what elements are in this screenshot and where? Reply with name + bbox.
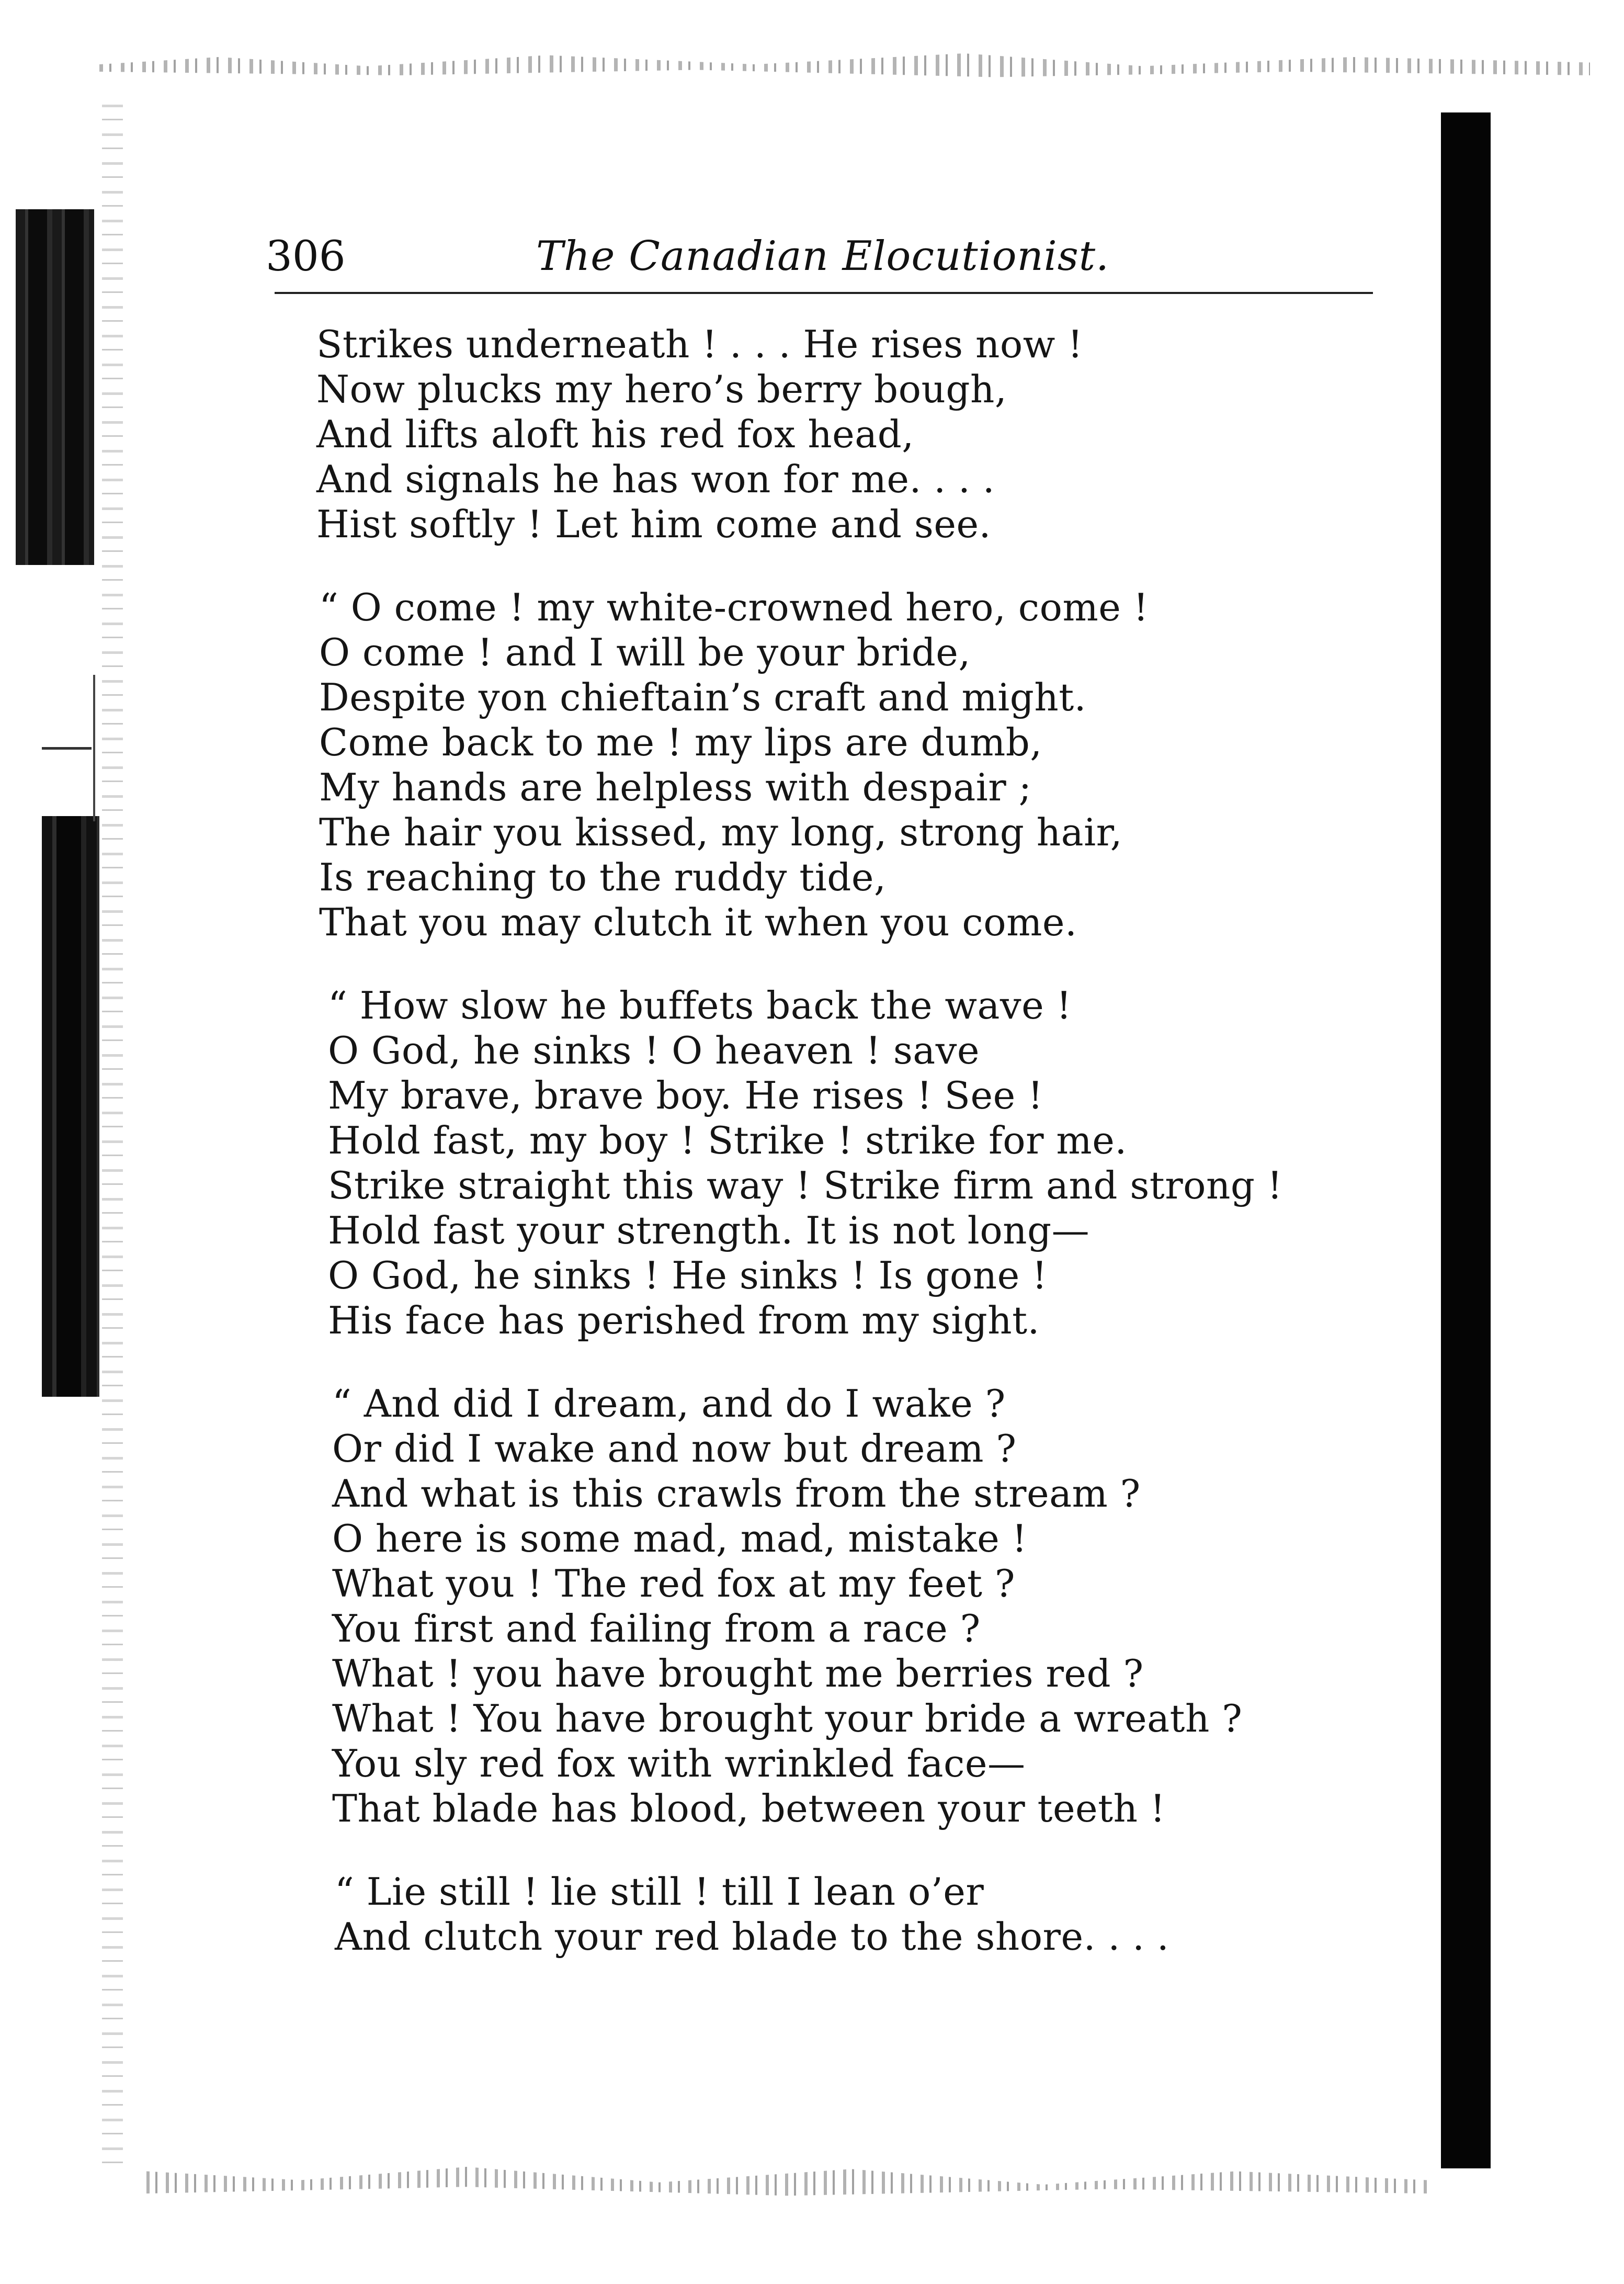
poem-line: That blade has blood, between your teeth ! (332, 1787, 1166, 1830)
poem-line: “ Lie still ! lie still ! till I lean o’er (335, 1870, 984, 1914)
scan-edge-top (99, 50, 1590, 86)
stanza (328, 983, 1415, 1343)
poem-line: Come back to me ! my lips are dumb, (319, 720, 1042, 764)
scan-margin-shadow-lower (42, 816, 99, 1397)
stanza (316, 322, 1415, 547)
poem-line: Or did I wake and now but dream ? (332, 1427, 1017, 1471)
poem-line: Hist softly ! Let him come and see. (316, 502, 991, 546)
poem-line: The hair you kissed, my long, strong hair, (319, 810, 1122, 854)
poem-line: His face has perished from my sight. (328, 1298, 1040, 1342)
stanza (332, 1381, 1415, 1831)
scan-binding-shadow (1441, 112, 1491, 2168)
poem-line: “ And did I dream, and do I wake ? (332, 1382, 1006, 1426)
poem-line: “ How slow he buffets back the wave ! (328, 983, 1072, 1027)
stanza (335, 1869, 1415, 1959)
poem-line: You sly red fox with wrinkled face— (332, 1742, 1026, 1785)
scan-edge-left (102, 105, 123, 2171)
poem-line: What ! you have brought me berries red ? (332, 1652, 1144, 1695)
poem-line: Is reaching to the ruddy tide, (319, 855, 887, 899)
poem-line: My hands are helpless with despair ; (319, 765, 1032, 809)
scan-margin-mark (42, 747, 92, 750)
scan-edge-bottom (146, 2158, 1428, 2202)
scan-margin-line (93, 675, 95, 821)
poem-line: What ! You have brought your bride a wreath ? (332, 1697, 1243, 1740)
header-rule (275, 292, 1373, 294)
stanza (319, 585, 1415, 945)
poem-line: Strikes underneath ! . . . He rises now ! (316, 322, 1083, 366)
poem-line: Hold fast, my boy ! Strike ! strike for me. (328, 1118, 1127, 1162)
poem-line: You first and failing from a race ? (332, 1607, 981, 1650)
poem-line: Despite yon chieftain’s craft and might. (319, 675, 1087, 719)
running-head (262, 225, 1373, 298)
poem-line: What you ! The red fox at my feet ? (332, 1562, 1015, 1605)
poem-line: And clutch your red blade to the shore. . . . (335, 1915, 1169, 1959)
poem-line: “ O come ! my white-crowned hero, come ! (319, 585, 1149, 629)
poem-line: That you may clutch it when you come. (319, 900, 1077, 944)
poem-line: O come ! and I will be your bride, (319, 630, 971, 674)
poem-line: And what is this crawls from the stream ? (332, 1472, 1141, 1516)
poem-line: O here is some mad, mad, mistake ! (332, 1517, 1028, 1561)
book-title: The Canadian Elocutionist. (536, 233, 1109, 280)
poem-line: Hold fast your strength. It is not long— (328, 1208, 1090, 1252)
poem-line: And lifts aloft his red fox head, (316, 412, 914, 456)
poem-line: Strike straight this way ! Strike firm and strong ! (328, 1163, 1283, 1207)
poem-line: O God, he sinks ! He sinks ! Is gone ! (328, 1253, 1048, 1297)
scan-margin-shadow-upper (16, 209, 94, 565)
poem-line: And signals he has won for me. . . . (316, 457, 995, 501)
page-number: 306 (266, 232, 346, 280)
poem-line: My brave, brave boy. He rises ! See ! (328, 1073, 1043, 1117)
poem-line: Now plucks my hero’s berry bough, (316, 367, 1007, 411)
poem-line: O God, he sinks ! O heaven ! save (328, 1028, 980, 1072)
poem-body (316, 322, 1415, 1997)
